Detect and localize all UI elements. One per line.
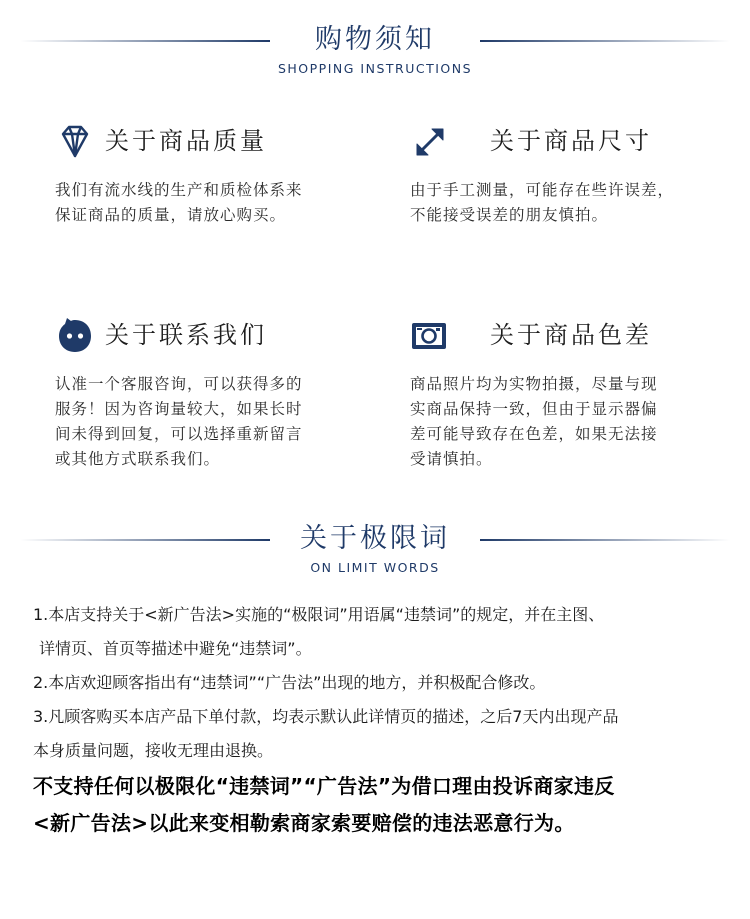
resize-arrow-icon bbox=[410, 122, 450, 162]
size-text: 由于手工测量，可能存在些许误差， 不能接受误差的朋友慎拍。 bbox=[410, 181, 675, 224]
shopping-subtitle: SHOPPING INSTRUCTIONS bbox=[277, 61, 473, 76]
chat-bubble-icon bbox=[55, 316, 95, 356]
quality-title: 关于商品质量 bbox=[105, 127, 267, 155]
size-block bbox=[410, 122, 730, 228]
contact-text: 认准一个客服咨询，可以获得多的 服务！因为咨询量较大，如果长时 间未得到回复，可以选择重新留言 或其他方式联系我们。 bbox=[55, 375, 303, 468]
limit-title: 关于极限词 bbox=[300, 523, 450, 554]
limit-warning: <新广告法>以此来变相勒索商家索要赔偿的违法恶意行为。 bbox=[33, 811, 575, 835]
limit-item: 详情页、首页等描述中避免“违禁词”。 bbox=[39, 639, 312, 658]
limit-item: 本身质量问题，接收无理由退换。 bbox=[33, 741, 274, 760]
quality-block bbox=[55, 122, 375, 228]
size-title: 关于商品尺寸 bbox=[490, 127, 652, 155]
color-block bbox=[410, 316, 730, 472]
limit-body bbox=[33, 598, 723, 842]
color-title: 关于商品色差 bbox=[490, 321, 652, 349]
limit-item: 2.本店欢迎顾客指出有“违禁词”“广告法”出现的地方，并积极配合修改。 bbox=[33, 673, 546, 692]
contact-title: 关于联系我们 bbox=[105, 321, 267, 349]
color-text: 商品照片均为实物拍摄，尽量与现 实商品保持一致，但由于显示器偏 差可能导致存在色差，如果无法接 受请慎拍。 bbox=[410, 375, 658, 468]
camera-icon bbox=[410, 316, 450, 356]
limit-item: 3.凡顾客购买本店产品下单付款，均表示默认此详情页的描述，之后7天内出现产品 bbox=[33, 707, 619, 726]
limit-subtitle: ON LIMIT WORDS bbox=[310, 560, 440, 575]
quality-text: 我们有流水线的生产和质检体系来 保证商品的质量，请放心购买。 bbox=[55, 181, 303, 224]
shopping-header bbox=[0, 22, 750, 82]
limit-item: 1.本店支持关于<新广告法>实施的“极限词”用语属“违禁词”的规定，并在主图、 bbox=[33, 605, 605, 624]
limit-header bbox=[0, 521, 750, 581]
limit-warning: 不支持任何以极限化“违禁词”“广告法”为借口理由投诉商家违反 bbox=[33, 774, 615, 798]
shopping-title: 购物须知 bbox=[315, 24, 435, 55]
contact-block bbox=[55, 316, 375, 472]
diamond-icon bbox=[55, 122, 95, 162]
